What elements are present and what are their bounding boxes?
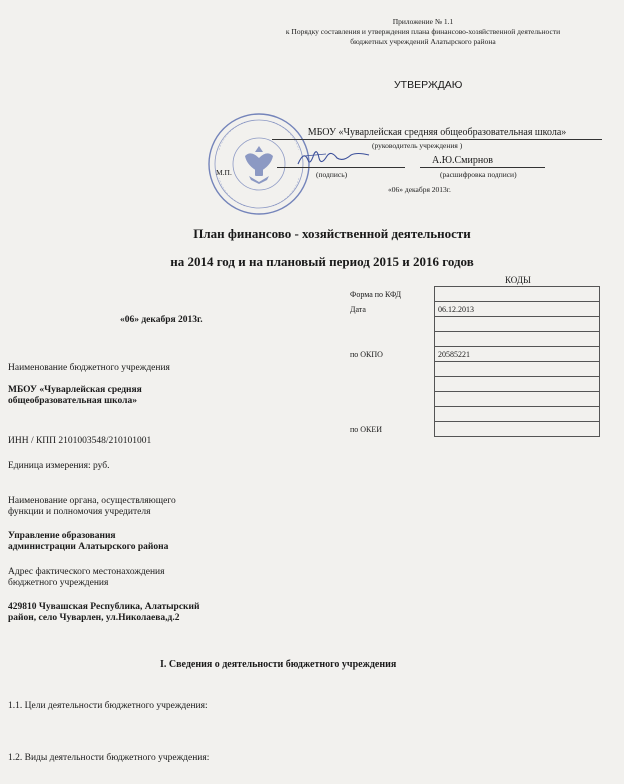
sign-date: «06» декабря 2013г. [388,185,451,194]
approval-header-line3: бюджетных учреждений Алатырского района [350,37,496,46]
activities-question: 1.2. Виды деятельности бюджетного учреждения: [8,753,210,763]
codes-row-label [345,407,435,422]
plan-title-line1: План финансово - хозяйственной деятельности [193,226,471,241]
codes-row-value [435,287,600,302]
codes-row [345,347,600,362]
codes-row-label: Дата [350,304,366,314]
approval-header-line1: Приложение № 1.1 [392,17,454,26]
decode-line [420,167,545,168]
goals-question: 1.1. Цели деятельности бюджетного учреждения: [8,701,208,711]
codes-header: КОДЫ [505,275,531,285]
codes-row-value [435,407,600,422]
codes-row-label [345,332,435,347]
institution-label: Наименование бюджетного учреждения [8,363,170,373]
codes-row-value: 06.12.2013 [435,302,600,317]
approval-header [258,17,588,47]
codes-row [345,362,600,377]
codes-row-value: 20585221 [435,347,600,362]
inn-kpp: ИНН / КПП 2101003548/210101001 [8,436,152,446]
signature-line [277,167,405,168]
stamp-label: М.П. [216,168,232,177]
approval-header-line2: к Порядку составления и утверждения плана финансово-хозяйственной деятельности [285,27,561,36]
approve-label: УТВЕРЖДАЮ [394,79,463,91]
codes-row [345,377,600,392]
codes-row-label [345,377,435,392]
codes-row-label: Форма по КФД [350,289,402,299]
plan-date: «06» декабря 2013г. [120,315,203,325]
codes-row [345,422,600,437]
codes-row [345,302,600,317]
plan-title-line2: на 2014 год и на плановый период 2015 и 2016 годов [170,254,474,269]
codes-row [345,392,600,407]
codes-row [345,317,600,332]
codes-row-value [435,422,600,437]
codes-row-label [345,317,435,332]
codes-row [345,407,600,422]
founder-name: Управление образования администрации Алатырского района [8,531,169,552]
institution-name: МБОУ «Чуварлейская средняя общеобразовательная школа» [8,385,142,406]
codes-row-value [435,392,600,407]
address-value: 429810 Чувашская Республика, Алатырский район, село Чуварлен, ул.Николаева,д.2 [8,602,200,623]
codes-row-value [435,332,600,347]
section-title: I. Сведения о деятельности бюджетного учреждения [160,659,397,670]
founder-label: Наименование органа, осуществляющего функции и полномочия учредителя [8,496,176,517]
codes-row-value [435,362,600,377]
org-sub-label: (руководитель учреждения ) [372,141,463,150]
org-name: МБОУ «Чуварлейская средняя общеобразовательная школа» [272,127,602,140]
codes-row-label [345,362,435,377]
codes-row-value [435,377,600,392]
codes-row-value [435,317,600,332]
codes-row-label: по ОКПО [350,349,383,359]
address-label: Адрес фактического местонахождения бюджетного учреждения [8,567,165,588]
codes-row-label [345,392,435,407]
director-name: А.Ю.Смирнов [432,155,493,166]
codes-row [345,287,600,302]
codes-row [345,332,600,347]
decode-label: (расшифровка подписи) [440,170,517,179]
codes-table [345,286,600,437]
codes-row-label: по ОКЕИ [350,424,383,434]
signature-icon [294,146,374,172]
unit-of-measure: Единица измерения: руб. [8,461,110,471]
signature-label: (подпись) [316,170,348,179]
